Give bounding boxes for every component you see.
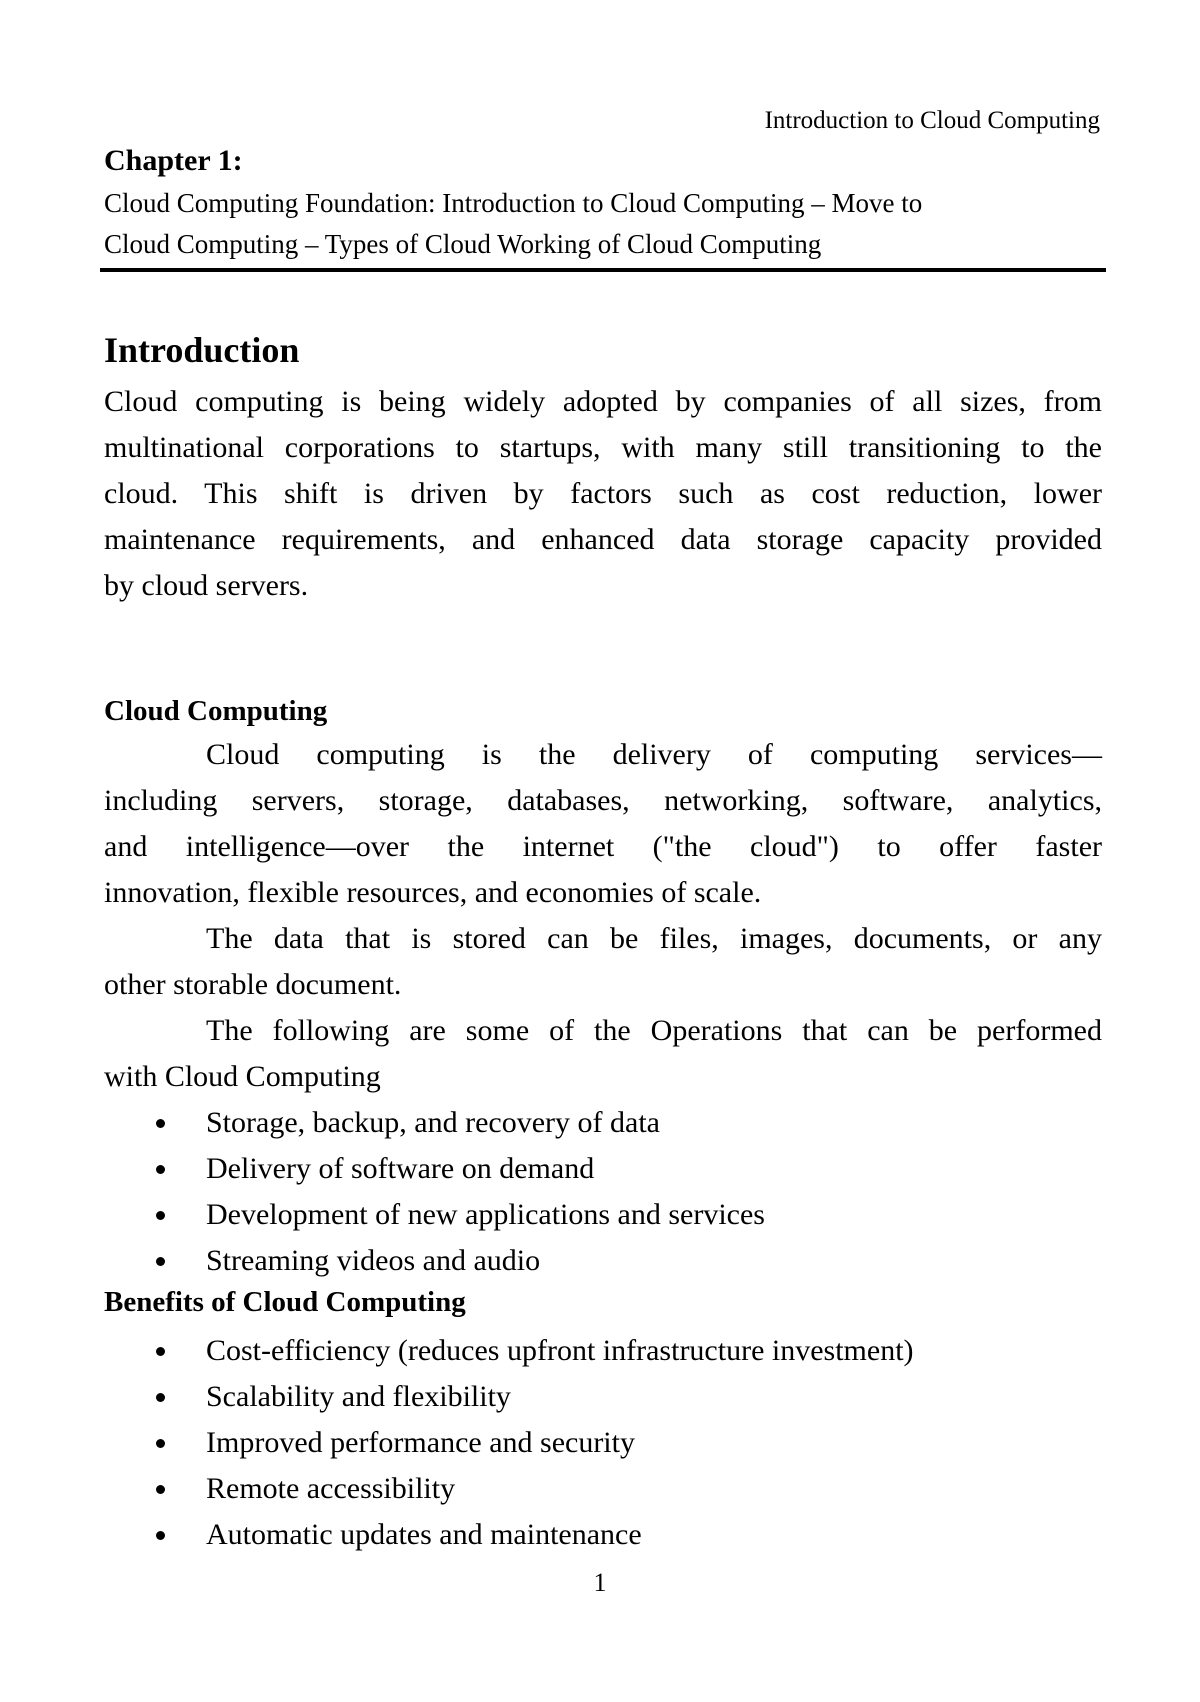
list-item-text: Cost-efficiency (reduces upfront infrastructure investment) xyxy=(206,1334,914,1367)
page-number: 1 xyxy=(593,1568,607,1597)
paragraph-line: Cloud computing is the delivery of computing services— xyxy=(206,738,1102,771)
paragraph-line: with Cloud Computing xyxy=(104,1060,381,1093)
list-item xyxy=(104,1374,914,1420)
chapter-topics-line: Cloud Computing – Types of Cloud Working of Cloud Computing xyxy=(104,229,822,259)
operations-list xyxy=(104,1100,765,1284)
list-item-text: Automatic updates and maintenance xyxy=(206,1518,642,1551)
bullet-icon xyxy=(156,1439,165,1448)
paragraph-line: innovation, flexible resources, and economies of scale. xyxy=(104,876,762,909)
benefits-list xyxy=(104,1328,914,1558)
chapter-topics-line: Cloud Computing Foundation: Introduction to Cloud Computing – Move to xyxy=(104,188,923,218)
bullet-icon xyxy=(156,1257,165,1266)
cloud-computing-paragraph-1 xyxy=(104,732,1102,916)
bullet-icon xyxy=(156,1393,165,1402)
list-item xyxy=(104,1420,914,1466)
paragraph-line: by cloud servers. xyxy=(104,569,309,602)
chapter-topics xyxy=(104,183,1104,265)
list-item xyxy=(104,1100,765,1146)
list-item xyxy=(104,1466,914,1512)
list-item-text: Streaming videos and audio xyxy=(206,1244,541,1277)
cloud-computing-paragraph-3 xyxy=(104,1008,1102,1100)
list-item xyxy=(104,1192,765,1238)
chapter-label: Chapter 1: xyxy=(104,144,243,177)
running-header: Introduction to Cloud Computing xyxy=(764,107,1100,134)
list-item xyxy=(104,1238,765,1284)
paragraph-line: cloud. This shift is driven by factors such as cost reduction, lower xyxy=(104,477,1102,510)
section-heading-introduction: Introduction xyxy=(104,330,300,370)
paragraph-line: including servers, storage, databases, networking, software, analytics, xyxy=(104,784,1102,817)
bullet-icon xyxy=(156,1347,165,1356)
bullet-icon xyxy=(156,1531,165,1540)
list-item-text: Scalability and flexibility xyxy=(206,1380,511,1413)
bullet-icon xyxy=(156,1119,165,1128)
list-item-text: Remote accessibility xyxy=(206,1472,456,1505)
paragraph-line: Cloud computing is being widely adopted by companies of all sizes, from xyxy=(104,385,1102,418)
bullet-icon xyxy=(156,1485,165,1494)
bullet-icon xyxy=(156,1211,165,1220)
cloud-computing-paragraph-2 xyxy=(104,916,1102,1008)
list-item-text: Improved performance and security xyxy=(206,1426,635,1459)
paragraph-line: other storable document. xyxy=(104,968,402,1001)
paragraph-line: The data that is stored can be files, images, documents, or any xyxy=(206,922,1102,955)
list-item xyxy=(104,1146,765,1192)
list-item-text: Storage, backup, and recovery of data xyxy=(206,1106,660,1139)
section-heading-cloud-computing: Cloud Computing xyxy=(104,695,328,727)
list-item-text: Development of new applications and services xyxy=(206,1198,765,1231)
list-item xyxy=(104,1512,914,1558)
paragraph-line: multinational corporations to startups, with many still transitioning to the xyxy=(104,431,1102,464)
introduction-paragraph xyxy=(104,379,1102,609)
section-heading-benefits: Benefits of Cloud Computing xyxy=(104,1286,466,1318)
paragraph-line: The following are some of the Operations that can be performed xyxy=(206,1014,1102,1047)
list-item xyxy=(104,1328,914,1374)
paragraph-line: and intelligence—over the internet ("the cloud") to offer faster xyxy=(104,830,1102,863)
list-item-text: Delivery of software on demand xyxy=(206,1152,595,1185)
paragraph-line: maintenance requirements, and enhanced data storage capacity provided xyxy=(104,523,1102,556)
chapter-divider xyxy=(100,268,1106,272)
bullet-icon xyxy=(156,1165,165,1174)
